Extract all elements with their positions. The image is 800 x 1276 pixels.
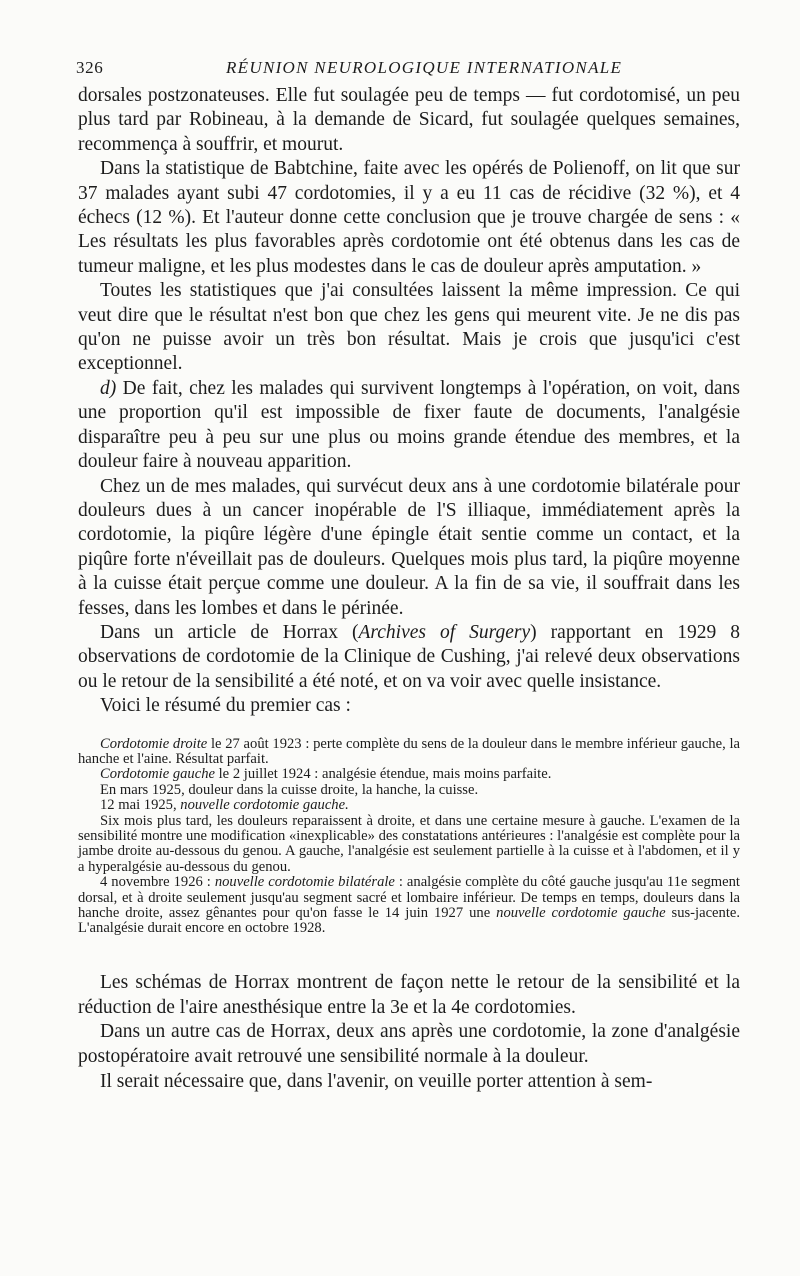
case-line-2: [78, 767, 740, 782]
case-text: 4 novembre 1926 :: [100, 874, 215, 891]
paragraph-conclusion: Il serait nécessaire que, dans l'avenir, on veuille porter attention à sem-: [100, 1071, 653, 1093]
case-text: le 2 juillet 1924 : analgésie étendue, mais moins parfaite.: [214, 766, 552, 783]
case-text: sus-jacente. L'analgésie durait encore en octobre 1928.: [78, 905, 740, 937]
case-text: 12 mai 1925,: [100, 797, 181, 814]
paragraph-continued: dorsales postzonateuses. Elle fut soulagée peu de temps — fut cordotomisé, un peu plus tard par Robineau, à la demande de Sicard, fut soulagée quelques semaines, recommença à souffrir, et mourut.: [78, 85, 740, 155]
case-line-1: [78, 737, 740, 768]
paragraph-other-case: Dans un autre cas de Horrax, deux ans après une cordotomie, la zone d'analgésie postopératoire avait retrouvé une sensibilité normale à la douleur.: [78, 1021, 740, 1068]
case-summary: [78, 737, 740, 937]
case-line-5: Six mois plus tard, les douleurs reparaissent à droite, et dans une certaine mesure à gauche. L'examen de la sensibilité montre une modification «inexplicable» des constatations antérieures : l'analgésie est complète pour la jambe droite au-dessous du genou. A gauche, l'analgésie est seulement partielle à la cuisse et à l'abdomen, et il y a hyperalgésie au-dessous du genou.: [78, 812, 740, 875]
paragraph-d: [78, 377, 740, 475]
case-line-6: [78, 875, 740, 937]
case-procedure: Cordotomie droite: [100, 735, 208, 752]
horrax-text-a: Dans un article de Horrax (: [100, 621, 359, 643]
paragraph-horrax: [78, 621, 740, 694]
paragraph-babtchine: Dans la statistique de Babtchine, faite avec les opérés de Polienoff, on lit que sur 37 malades ayant subi 47 cordotomies, il y a eu 11 cas de récidive (32 %), et 4 échecs (12 %). Et l'auteur donne cette conclusion que je trouve chargée de sens : « Les résultats les plus favorables après cordotomie ont été obtenus dans les cas de tumeur maligne, et les plus modestes dans le cas de douleur après amputation. »: [78, 158, 740, 277]
case-procedure: nouvelle cordotomie gauche: [496, 905, 666, 922]
horrax-text-b: ) rapportant en 1929 8 observations de cordotomie de la Clinique de Cushing, j'ai relevé deux observations ou le retour de la sensibilité a été noté, et on va voir avec quelle insistance.: [78, 621, 740, 692]
paragraph-patient: Chez un de mes malades, qui survécut deux ans à une cordotomie bilatérale pour douleurs dues à un cancer inopérable de l'S illiaque, immédiatement après la cordotomie, la piqûre légère d'une épingle était sentie comme un contact, et la piqûre forte n'éveillait pas de douleurs. Quelques mois plus tard, la piqûre moyenne à la cuisse était perçue comme une douleur. A la fin de sa vie, il souffrait dans les fesses, dans les lombes et dans le périnée.: [78, 475, 740, 619]
closing-text: [78, 971, 740, 1095]
case-text: : analgésie complète du côté gauche jusqu'au 11e segment dorsal, et à droite seulement jusqu'au segment sacré et lombaire inférieur. De temps en temps, douleurs dans la hanche droite, assez gênantes pour qu'on fasse le 14 juin 1927 une: [78, 874, 740, 922]
paragraph-statistics: Toutes les statistiques que j'ai consultées laissent la même impression. Ce qui veut dire que le résultat n'est bon que chez les gens qui meurent vite. Je ne dis pas qu'on ne puisse avoir un très bon résultat. Mais je crois que jusqu'ici c'est exceptionnel.: [78, 280, 740, 375]
case-procedure: Cordotomie gauche: [100, 766, 215, 783]
paragraph-d-text: De fait, chez les malades qui survivent longtemps à l'opération, on voit, dans une proportion qu'il est impossible de fixer faute de documents, l'analgésie disparaître peu à peu sur une plus ou moins grande étendue des membres, et la douleur faire à nouveau apparition.: [78, 377, 740, 473]
case-procedure: nouvelle cordotomie gauche.: [180, 797, 349, 814]
case-text: le 27 août 1923 : perte complète du sens de la douleur dans le membre inférieur gauche, la hanche et l'aine. Résultat parfait.: [78, 735, 740, 767]
case-procedure: nouvelle cordotomie bilatérale: [214, 874, 395, 891]
case-line-3: En mars 1925, douleur dans la cuisse droite, la hanche, la cuisse.: [100, 781, 479, 798]
main-text: [78, 84, 740, 719]
case-line-4: [78, 798, 740, 813]
journal-title: Archives of Surgery: [358, 621, 531, 643]
paragraph-case-intro: Voici le résumé du premier cas :: [100, 695, 351, 717]
page-number: 326: [76, 58, 104, 77]
running-header: [78, 58, 740, 78]
item-label: d): [100, 377, 117, 399]
running-title: RÉUNION NEUROLOGIQUE INTERNATIONALE: [226, 58, 623, 77]
paragraph-schemas: Les schémas de Horrax montrent de façon nette le retour de la sensibilité et la réduction de l'aire anesthésique entre la 3e et la 4e cordotomies.: [78, 971, 740, 1018]
page: [78, 58, 740, 1095]
